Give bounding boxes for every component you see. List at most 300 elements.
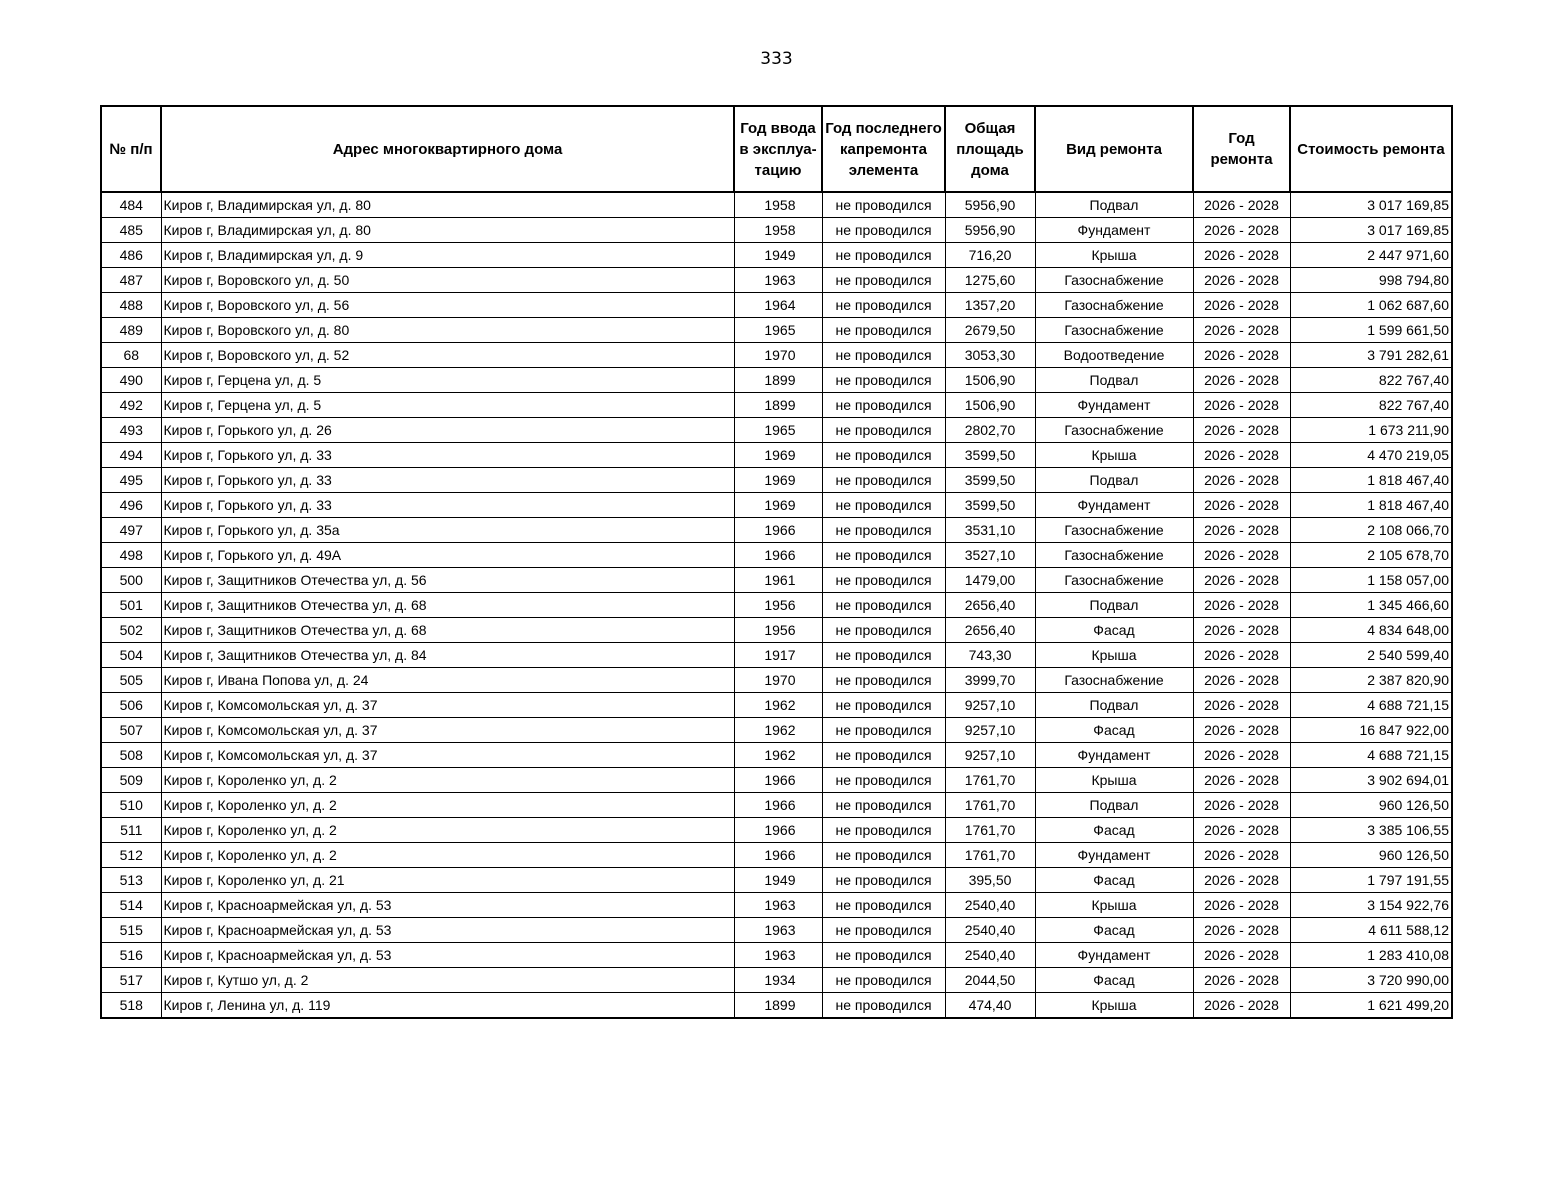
cell-total-area: 474,40 (945, 993, 1035, 1019)
cell-commissioning-year: 1956 (734, 593, 822, 618)
cell-repair-cost: 960 126,50 (1290, 793, 1452, 818)
cell-commissioning-year: 1949 (734, 243, 822, 268)
cell-repair-cost: 4 611 588,12 (1290, 918, 1452, 943)
cell-last-repair-year: не проводился (822, 968, 945, 993)
cell-number: 516 (101, 943, 161, 968)
cell-repair-year: 2026 - 2028 (1193, 668, 1290, 693)
cell-total-area: 1761,70 (945, 768, 1035, 793)
cell-repair-type: Фасад (1035, 968, 1193, 993)
table-row (101, 693, 1452, 718)
cell-repair-cost: 3 017 169,85 (1290, 192, 1452, 218)
cell-repair-year: 2026 - 2028 (1193, 743, 1290, 768)
cell-repair-type: Крыша (1035, 993, 1193, 1019)
cell-commissioning-year: 1956 (734, 618, 822, 643)
cell-total-area: 2540,40 (945, 943, 1035, 968)
cell-last-repair-year: не проводился (822, 918, 945, 943)
cell-last-repair-year: не проводился (822, 618, 945, 643)
cell-repair-cost: 1 673 211,90 (1290, 418, 1452, 443)
cell-last-repair-year: не проводился (822, 192, 945, 218)
cell-number: 486 (101, 243, 161, 268)
table-row (101, 743, 1452, 768)
cell-last-repair-year: не проводился (822, 593, 945, 618)
repair-schedule-table (100, 105, 1453, 1019)
cell-repair-year: 2026 - 2028 (1193, 993, 1290, 1019)
cell-address: Киров г, Владимирская ул, д. 80 (161, 218, 734, 243)
cell-repair-cost: 822 767,40 (1290, 368, 1452, 393)
header-row (101, 106, 1452, 192)
cell-total-area: 5956,90 (945, 218, 1035, 243)
cell-commissioning-year: 1965 (734, 318, 822, 343)
cell-address: Киров г, Красноармейская ул, д. 53 (161, 918, 734, 943)
cell-total-area: 1357,20 (945, 293, 1035, 318)
cell-address: Киров г, Короленко ул, д. 21 (161, 868, 734, 893)
cell-repair-cost: 1 158 057,00 (1290, 568, 1452, 593)
cell-repair-year: 2026 - 2028 (1193, 568, 1290, 593)
cell-last-repair-year: не проводился (822, 818, 945, 843)
cell-address: Киров г, Горького ул, д. 33 (161, 443, 734, 468)
table-body (101, 192, 1452, 1018)
cell-last-repair-year: не проводился (822, 843, 945, 868)
table-row (101, 643, 1452, 668)
cell-repair-type: Подвал (1035, 192, 1193, 218)
cell-repair-year: 2026 - 2028 (1193, 643, 1290, 668)
cell-commissioning-year: 1899 (734, 993, 822, 1019)
cell-address: Киров г, Защитников Отечества ул, д. 56 (161, 568, 734, 593)
cell-commissioning-year: 1962 (734, 718, 822, 743)
cell-repair-type: Подвал (1035, 468, 1193, 493)
cell-commissioning-year: 1963 (734, 918, 822, 943)
cell-repair-year: 2026 - 2028 (1193, 593, 1290, 618)
cell-total-area: 743,30 (945, 643, 1035, 668)
cell-total-area: 1761,70 (945, 818, 1035, 843)
cell-repair-year: 2026 - 2028 (1193, 393, 1290, 418)
table-row (101, 318, 1452, 343)
cell-last-repair-year: не проводился (822, 893, 945, 918)
cell-total-area: 1506,90 (945, 368, 1035, 393)
cell-total-area: 1275,60 (945, 268, 1035, 293)
cell-commissioning-year: 1963 (734, 943, 822, 968)
cell-commissioning-year: 1963 (734, 268, 822, 293)
cell-number: 487 (101, 268, 161, 293)
cell-commissioning-year: 1949 (734, 868, 822, 893)
table-row (101, 618, 1452, 643)
cell-commissioning-year: 1966 (734, 518, 822, 543)
cell-repair-type: Фундамент (1035, 843, 1193, 868)
table-row (101, 518, 1452, 543)
table-row (101, 893, 1452, 918)
cell-commissioning-year: 1958 (734, 218, 822, 243)
cell-last-repair-year: не проводился (822, 468, 945, 493)
table-row (101, 218, 1452, 243)
cell-repair-year: 2026 - 2028 (1193, 368, 1290, 393)
cell-last-repair-year: не проводился (822, 718, 945, 743)
cell-repair-type: Крыша (1035, 768, 1193, 793)
table-row (101, 443, 1452, 468)
cell-repair-type: Водоотведение (1035, 343, 1193, 368)
cell-number: 502 (101, 618, 161, 643)
cell-repair-cost: 2 108 066,70 (1290, 518, 1452, 543)
cell-number: 484 (101, 192, 161, 218)
cell-address: Киров г, Ленина ул, д. 119 (161, 993, 734, 1019)
cell-last-repair-year: не проводился (822, 443, 945, 468)
cell-total-area: 3527,10 (945, 543, 1035, 568)
table-row (101, 543, 1452, 568)
cell-repair-year: 2026 - 2028 (1193, 718, 1290, 743)
cell-total-area: 3053,30 (945, 343, 1035, 368)
cell-repair-type: Подвал (1035, 368, 1193, 393)
cell-commissioning-year: 1958 (734, 192, 822, 218)
cell-repair-type: Фундамент (1035, 218, 1193, 243)
cell-number: 496 (101, 493, 161, 518)
cell-repair-year: 2026 - 2028 (1193, 843, 1290, 868)
cell-repair-year: 2026 - 2028 (1193, 943, 1290, 968)
cell-number: 505 (101, 668, 161, 693)
cell-repair-type: Фундамент (1035, 743, 1193, 768)
table-row (101, 368, 1452, 393)
cell-commissioning-year: 1966 (734, 843, 822, 868)
cell-commissioning-year: 1964 (734, 293, 822, 318)
cell-repair-cost: 1 797 191,55 (1290, 868, 1452, 893)
cell-total-area: 5956,90 (945, 192, 1035, 218)
cell-address: Киров г, Комсомольская ул, д. 37 (161, 718, 734, 743)
cell-commissioning-year: 1962 (734, 693, 822, 718)
table-row (101, 192, 1452, 218)
cell-commissioning-year: 1961 (734, 568, 822, 593)
cell-total-area: 9257,10 (945, 718, 1035, 743)
cell-repair-type: Фундамент (1035, 943, 1193, 968)
table-row (101, 793, 1452, 818)
cell-repair-cost: 2 447 971,60 (1290, 243, 1452, 268)
cell-commissioning-year: 1917 (734, 643, 822, 668)
header-total-area: Общая площадь дома (945, 106, 1035, 192)
cell-number: 508 (101, 743, 161, 768)
cell-repair-year: 2026 - 2028 (1193, 693, 1290, 718)
cell-repair-year: 2026 - 2028 (1193, 768, 1290, 793)
cell-total-area: 716,20 (945, 243, 1035, 268)
cell-address: Киров г, Воровского ул, д. 56 (161, 293, 734, 318)
table-row (101, 593, 1452, 618)
cell-number: 495 (101, 468, 161, 493)
header-address: Адрес многоквартирного дома (161, 106, 734, 192)
cell-repair-cost: 4 688 721,15 (1290, 743, 1452, 768)
cell-number: 501 (101, 593, 161, 618)
cell-repair-type: Газоснабжение (1035, 668, 1193, 693)
cell-repair-cost: 2 105 678,70 (1290, 543, 1452, 568)
cell-last-repair-year: не проводился (822, 268, 945, 293)
cell-total-area: 3599,50 (945, 468, 1035, 493)
cell-repair-cost: 1 283 410,08 (1290, 943, 1452, 968)
cell-commissioning-year: 1970 (734, 668, 822, 693)
cell-number: 494 (101, 443, 161, 468)
cell-repair-type: Подвал (1035, 693, 1193, 718)
cell-number: 500 (101, 568, 161, 593)
cell-address: Киров г, Воровского ул, д. 80 (161, 318, 734, 343)
table-row (101, 968, 1452, 993)
cell-commissioning-year: 1965 (734, 418, 822, 443)
cell-repair-cost: 3 902 694,01 (1290, 768, 1452, 793)
table-row (101, 493, 1452, 518)
cell-address: Киров г, Комсомольская ул, д. 37 (161, 693, 734, 718)
cell-address: Киров г, Короленко ул, д. 2 (161, 768, 734, 793)
cell-repair-year: 2026 - 2028 (1193, 868, 1290, 893)
cell-repair-year: 2026 - 2028 (1193, 243, 1290, 268)
cell-address: Киров г, Воровского ул, д. 50 (161, 268, 734, 293)
cell-repair-cost: 3 791 282,61 (1290, 343, 1452, 368)
table-row (101, 293, 1452, 318)
cell-commissioning-year: 1969 (734, 443, 822, 468)
cell-commissioning-year: 1966 (734, 543, 822, 568)
table-row (101, 243, 1452, 268)
cell-address: Киров г, Горького ул, д. 49А (161, 543, 734, 568)
cell-total-area: 1479,00 (945, 568, 1035, 593)
cell-repair-year: 2026 - 2028 (1193, 493, 1290, 518)
cell-last-repair-year: не проводился (822, 993, 945, 1019)
cell-total-area: 2044,50 (945, 968, 1035, 993)
page-number: 333 (760, 49, 793, 69)
cell-last-repair-year: не проводился (822, 743, 945, 768)
cell-total-area: 1506,90 (945, 393, 1035, 418)
cell-last-repair-year: не проводился (822, 243, 945, 268)
cell-last-repair-year: не проводился (822, 543, 945, 568)
cell-repair-year: 2026 - 2028 (1193, 268, 1290, 293)
cell-commissioning-year: 1934 (734, 968, 822, 993)
cell-commissioning-year: 1970 (734, 343, 822, 368)
cell-number: 513 (101, 868, 161, 893)
cell-repair-cost: 1 818 467,40 (1290, 493, 1452, 518)
table-row (101, 918, 1452, 943)
cell-number: 488 (101, 293, 161, 318)
cell-repair-type: Крыша (1035, 243, 1193, 268)
cell-number: 489 (101, 318, 161, 343)
cell-last-repair-year: не проводился (822, 568, 945, 593)
cell-repair-cost: 4 834 648,00 (1290, 618, 1452, 643)
cell-address: Киров г, Горького ул, д. 33 (161, 468, 734, 493)
cell-repair-cost: 3 154 922,76 (1290, 893, 1452, 918)
cell-total-area: 2656,40 (945, 618, 1035, 643)
cell-last-repair-year: не проводился (822, 868, 945, 893)
cell-number: 68 (101, 343, 161, 368)
cell-number: 515 (101, 918, 161, 943)
cell-last-repair-year: не проводился (822, 518, 945, 543)
cell-repair-cost: 2 540 599,40 (1290, 643, 1452, 668)
table-row (101, 868, 1452, 893)
cell-last-repair-year: не проводился (822, 293, 945, 318)
cell-repair-type: Фасад (1035, 868, 1193, 893)
header-commissioning-year: Год ввода в эксплуа-тацию (734, 106, 822, 192)
cell-number: 509 (101, 768, 161, 793)
cell-number: 490 (101, 368, 161, 393)
cell-total-area: 1761,70 (945, 793, 1035, 818)
cell-number: 512 (101, 843, 161, 868)
cell-last-repair-year: не проводился (822, 943, 945, 968)
cell-repair-type: Фундамент (1035, 493, 1193, 518)
table-row (101, 768, 1452, 793)
table-header (101, 106, 1452, 192)
table-row (101, 343, 1452, 368)
cell-repair-type: Газоснабжение (1035, 543, 1193, 568)
cell-number: 485 (101, 218, 161, 243)
cell-address: Киров г, Кутшо ул, д. 2 (161, 968, 734, 993)
cell-repair-type: Газоснабжение (1035, 318, 1193, 343)
cell-repair-type: Крыша (1035, 443, 1193, 468)
cell-address: Киров г, Горького ул, д. 26 (161, 418, 734, 443)
cell-last-repair-year: не проводился (822, 318, 945, 343)
cell-total-area: 3531,10 (945, 518, 1035, 543)
cell-commissioning-year: 1899 (734, 368, 822, 393)
cell-repair-type: Фасад (1035, 818, 1193, 843)
cell-repair-type: Газоснабжение (1035, 418, 1193, 443)
header-repair-type: Вид ремонта (1035, 106, 1193, 192)
cell-repair-year: 2026 - 2028 (1193, 343, 1290, 368)
cell-repair-cost: 1 062 687,60 (1290, 293, 1452, 318)
cell-total-area: 3599,50 (945, 443, 1035, 468)
cell-address: Киров г, Ивана Попова ул, д. 24 (161, 668, 734, 693)
table-row (101, 468, 1452, 493)
cell-address: Киров г, Воровского ул, д. 52 (161, 343, 734, 368)
cell-number: 504 (101, 643, 161, 668)
cell-address: Киров г, Горького ул, д. 33 (161, 493, 734, 518)
header-number: № п/п (101, 106, 161, 192)
cell-number: 511 (101, 818, 161, 843)
cell-last-repair-year: не проводился (822, 368, 945, 393)
table-row (101, 943, 1452, 968)
table-row (101, 568, 1452, 593)
cell-repair-cost: 4 470 219,05 (1290, 443, 1452, 468)
table-row (101, 718, 1452, 743)
cell-address: Киров г, Красноармейская ул, д. 53 (161, 893, 734, 918)
cell-number: 498 (101, 543, 161, 568)
cell-number: 514 (101, 893, 161, 918)
cell-repair-cost: 16 847 922,00 (1290, 718, 1452, 743)
cell-last-repair-year: не проводился (822, 493, 945, 518)
cell-last-repair-year: не проводился (822, 418, 945, 443)
cell-last-repair-year: не проводился (822, 343, 945, 368)
cell-number: 493 (101, 418, 161, 443)
cell-repair-cost: 1 345 466,60 (1290, 593, 1452, 618)
table-row (101, 393, 1452, 418)
cell-address: Киров г, Защитников Отечества ул, д. 84 (161, 643, 734, 668)
cell-number: 517 (101, 968, 161, 993)
cell-repair-type: Газоснабжение (1035, 293, 1193, 318)
cell-number: 510 (101, 793, 161, 818)
cell-total-area: 3999,70 (945, 668, 1035, 693)
cell-repair-year: 2026 - 2028 (1193, 218, 1290, 243)
header-repair-cost: Стоимость ремонта (1290, 106, 1452, 192)
cell-repair-type: Подвал (1035, 793, 1193, 818)
cell-repair-cost: 4 688 721,15 (1290, 693, 1452, 718)
cell-last-repair-year: не проводился (822, 668, 945, 693)
cell-repair-year: 2026 - 2028 (1193, 968, 1290, 993)
cell-number: 506 (101, 693, 161, 718)
cell-repair-year: 2026 - 2028 (1193, 418, 1290, 443)
cell-repair-cost: 3 017 169,85 (1290, 218, 1452, 243)
cell-address: Киров г, Короленко ул, д. 2 (161, 843, 734, 868)
cell-commissioning-year: 1969 (734, 493, 822, 518)
cell-repair-year: 2026 - 2028 (1193, 518, 1290, 543)
cell-repair-type: Фундамент (1035, 393, 1193, 418)
cell-last-repair-year: не проводился (822, 693, 945, 718)
cell-repair-type: Крыша (1035, 893, 1193, 918)
cell-total-area: 395,50 (945, 868, 1035, 893)
cell-repair-year: 2026 - 2028 (1193, 318, 1290, 343)
cell-repair-year: 2026 - 2028 (1193, 618, 1290, 643)
table-row (101, 818, 1452, 843)
cell-last-repair-year: не проводился (822, 643, 945, 668)
cell-commissioning-year: 1969 (734, 468, 822, 493)
cell-last-repair-year: не проводился (822, 218, 945, 243)
cell-address: Киров г, Горького ул, д. 35а (161, 518, 734, 543)
cell-address: Киров г, Владимирская ул, д. 9 (161, 243, 734, 268)
cell-address: Киров г, Защитников Отечества ул, д. 68 (161, 593, 734, 618)
cell-total-area: 2679,50 (945, 318, 1035, 343)
cell-repair-year: 2026 - 2028 (1193, 918, 1290, 943)
cell-commissioning-year: 1962 (734, 743, 822, 768)
cell-repair-type: Крыша (1035, 643, 1193, 668)
cell-commissioning-year: 1966 (734, 818, 822, 843)
cell-repair-type: Фасад (1035, 718, 1193, 743)
table-row (101, 668, 1452, 693)
cell-address: Киров г, Короленко ул, д. 2 (161, 793, 734, 818)
cell-repair-cost: 2 387 820,90 (1290, 668, 1452, 693)
cell-number: 497 (101, 518, 161, 543)
cell-commissioning-year: 1899 (734, 393, 822, 418)
cell-repair-year: 2026 - 2028 (1193, 468, 1290, 493)
cell-address: Киров г, Комсомольская ул, д. 37 (161, 743, 734, 768)
cell-repair-type: Подвал (1035, 593, 1193, 618)
cell-total-area: 2802,70 (945, 418, 1035, 443)
cell-total-area: 9257,10 (945, 743, 1035, 768)
cell-last-repair-year: не проводился (822, 768, 945, 793)
header-last-repair-year: Год последнего капремонта элемента (822, 106, 945, 192)
cell-address: Киров г, Красноармейская ул, д. 53 (161, 943, 734, 968)
cell-number: 492 (101, 393, 161, 418)
cell-repair-year: 2026 - 2028 (1193, 818, 1290, 843)
table-row (101, 418, 1452, 443)
cell-repair-year: 2026 - 2028 (1193, 543, 1290, 568)
cell-repair-type: Фасад (1035, 918, 1193, 943)
cell-address: Киров г, Герцена ул, д. 5 (161, 393, 734, 418)
cell-total-area: 2540,40 (945, 918, 1035, 943)
cell-total-area: 3599,50 (945, 493, 1035, 518)
cell-address: Киров г, Герцена ул, д. 5 (161, 368, 734, 393)
cell-last-repair-year: не проводился (822, 393, 945, 418)
cell-last-repair-year: не проводился (822, 793, 945, 818)
cell-total-area: 1761,70 (945, 843, 1035, 868)
cell-commissioning-year: 1966 (734, 768, 822, 793)
cell-address: Киров г, Защитников Отечества ул, д. 68 (161, 618, 734, 643)
cell-repair-cost: 960 126,50 (1290, 843, 1452, 868)
cell-total-area: 2656,40 (945, 593, 1035, 618)
cell-repair-type: Газоснабжение (1035, 518, 1193, 543)
cell-repair-cost: 3 720 990,00 (1290, 968, 1452, 993)
cell-number: 518 (101, 993, 161, 1019)
cell-commissioning-year: 1963 (734, 893, 822, 918)
cell-repair-type: Газоснабжение (1035, 268, 1193, 293)
cell-repair-year: 2026 - 2028 (1193, 443, 1290, 468)
cell-repair-year: 2026 - 2028 (1193, 293, 1290, 318)
cell-address: Киров г, Короленко ул, д. 2 (161, 818, 734, 843)
cell-repair-cost: 1 599 661,50 (1290, 318, 1452, 343)
table-row (101, 843, 1452, 868)
cell-repair-type: Газоснабжение (1035, 568, 1193, 593)
cell-repair-cost: 822 767,40 (1290, 393, 1452, 418)
cell-repair-cost: 1 818 467,40 (1290, 468, 1452, 493)
cell-repair-cost: 1 621 499,20 (1290, 993, 1452, 1019)
table-row (101, 993, 1452, 1019)
cell-address: Киров г, Владимирская ул, д. 80 (161, 192, 734, 218)
cell-repair-year: 2026 - 2028 (1193, 793, 1290, 818)
header-repair-year: Год ремонта (1193, 106, 1290, 192)
